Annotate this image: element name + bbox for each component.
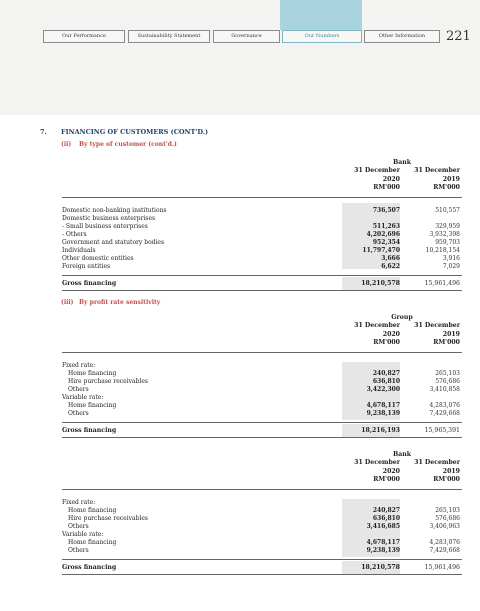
value-2019: 3,406,963: [429, 523, 460, 530]
value-2020: 240,827: [372, 370, 400, 377]
value-2019: 265,103: [435, 507, 460, 514]
row-label: Variable rate:: [62, 394, 104, 401]
column-header-2020: [342, 459, 400, 485]
row-label: - Small business enterprises: [62, 223, 148, 230]
column-header-2019: [402, 459, 460, 485]
total-2020: 18,216,193: [342, 424, 400, 437]
group-label: Group: [391, 314, 413, 321]
table-row: [62, 231, 462, 239]
table-row: [62, 378, 462, 386]
row-label: Fixed rate:: [62, 499, 96, 506]
total-2019: 15,965,391: [424, 427, 460, 434]
column-header-date: 31 December: [354, 322, 400, 329]
table-row: [62, 499, 462, 507]
table-row: [62, 515, 462, 523]
total-row: [62, 561, 462, 574]
header-rule: [62, 489, 462, 490]
row-label: Foreign entities: [62, 263, 111, 270]
total-label: Gross financing: [62, 280, 117, 287]
row-label: Fixed rate:: [62, 362, 96, 369]
value-2019: 510,557: [435, 207, 460, 214]
value-2020: 511,263: [372, 223, 400, 230]
row-label: Hire purchase receivables: [68, 378, 148, 385]
value-2019: 329,959: [435, 223, 460, 230]
subsection-number: (ii): [61, 141, 72, 148]
value-2019: 959,703: [435, 239, 460, 246]
table-row: [62, 547, 462, 555]
value-2019: 576,686: [435, 515, 460, 522]
value-2020: 3,422,300: [366, 386, 400, 393]
column-header-date: 31 December: [414, 322, 460, 329]
column-header-year: 2019: [442, 330, 460, 338]
value-2019: 4,283,076: [429, 402, 460, 409]
column-header-2019: [402, 322, 460, 348]
table-header: [62, 314, 462, 362]
subsection-heading-profit-rate-sensitivity: [61, 299, 160, 306]
row-label: Others: [68, 523, 89, 530]
row-label: Others: [68, 547, 89, 554]
column-header-year: 2020: [382, 467, 400, 475]
column-header-date: 31 December: [354, 167, 400, 174]
value-2019: 7,429,668: [429, 410, 460, 417]
table-header: [62, 159, 462, 207]
row-label: Domestic non-banking institutions: [62, 207, 167, 214]
total-2020: 18,210,578: [342, 561, 400, 574]
total-rule-top: [62, 275, 462, 276]
tab-sustainability-statement[interactable]: Sustainability Statement: [128, 30, 210, 43]
value-2020: 952,354: [372, 239, 400, 246]
total-rule-bottom: [62, 290, 462, 291]
row-label: Others: [68, 410, 89, 417]
value-2019: 7,429,668: [429, 547, 460, 554]
total-rule-bottom: [62, 437, 462, 438]
total-row: [62, 277, 462, 290]
table-profit-rate-bank: [62, 451, 462, 576]
column-header-2020: [342, 322, 400, 348]
tab-our-numbers[interactable]: Our Numbers: [282, 30, 362, 43]
top-navigation: [0, 0, 480, 52]
table-row: [62, 215, 462, 223]
column-header-unit: RM'000: [373, 339, 400, 346]
column-header-2020: [342, 167, 400, 193]
table-profit-rate-group: [62, 314, 462, 439]
value-2019: 4,283,076: [429, 539, 460, 546]
table-row: [62, 247, 462, 255]
row-label: Home financing: [68, 539, 117, 546]
subsection-title: By profit rate sensitivity: [79, 299, 161, 306]
total-row: [62, 424, 462, 437]
table-row: [62, 255, 462, 263]
table-row: [62, 386, 462, 394]
total-2019: 15,961,496: [424, 564, 460, 571]
column-header-year: 2019: [442, 175, 460, 183]
table-row: [62, 362, 462, 370]
row-label: Hire purchase receivables: [68, 515, 148, 522]
total-rule-top: [62, 559, 462, 560]
table-row: [62, 410, 462, 418]
table-row: [62, 239, 462, 247]
column-header-year: 2020: [382, 330, 400, 338]
column-header-unit: RM'000: [433, 339, 460, 346]
column-header-unit: RM'000: [373, 476, 400, 483]
column-header-unit: RM'000: [433, 184, 460, 191]
value-2020: 736,507: [372, 207, 400, 214]
total-2019: 15,961,496: [424, 280, 460, 287]
page-number: 221: [446, 29, 471, 44]
column-header-year: 2019: [442, 467, 460, 475]
table-row: [62, 402, 462, 410]
row-label: Home financing: [68, 370, 117, 377]
table-row: [62, 263, 462, 271]
table-type-of-customer-bank: [62, 159, 462, 292]
value-2020: 636,810: [372, 378, 400, 385]
table-row: [62, 539, 462, 547]
value-2019: 7,029: [442, 263, 460, 270]
row-label: Home financing: [68, 507, 117, 514]
value-2020: 11,797,470: [362, 247, 400, 254]
value-2019: 265,103: [435, 370, 460, 377]
table-row: [62, 531, 462, 539]
table-row: [62, 207, 462, 215]
table-header: [62, 451, 462, 499]
row-label: Variable rate:: [62, 531, 104, 538]
table-row: [62, 523, 462, 531]
header-rule: [62, 197, 462, 198]
column-header-unit: RM'000: [433, 476, 460, 483]
column-header-date: 31 December: [354, 459, 400, 466]
value-2019: 576,686: [435, 378, 460, 385]
total-label: Gross financing: [62, 427, 117, 434]
active-tab-highlight: [280, 0, 362, 30]
row-label: Others: [68, 386, 89, 393]
row-label: Other domestic entities: [62, 255, 134, 262]
value-2020: 240,827: [372, 507, 400, 514]
value-2020: 636,810: [372, 515, 400, 522]
table-row: [62, 370, 462, 378]
total-rule-top: [62, 422, 462, 423]
column-header-date: 31 December: [414, 167, 460, 174]
header-rule: [62, 352, 462, 353]
value-2020: 3,416,685: [366, 523, 400, 530]
column-header-date: 31 December: [414, 459, 460, 466]
table-row: [62, 223, 462, 231]
section-title: FINANCING OF CUSTOMERS (CONT'D.): [61, 128, 209, 136]
total-label: Gross financing: [62, 564, 117, 571]
subsection-title: By type of customer (cont'd.): [79, 141, 177, 148]
value-2020: 3,666: [381, 255, 400, 262]
tab-our-performance[interactable]: Our Performance: [43, 30, 125, 43]
row-label: Home financing: [68, 402, 117, 409]
column-header-unit: RM'000: [373, 184, 400, 191]
column-header-2019: [402, 167, 460, 193]
section-number: 7.: [40, 128, 47, 136]
value-2019: 3,932,398: [429, 231, 460, 238]
group-label: Bank: [392, 451, 412, 458]
row-label: - Others: [62, 231, 87, 238]
tab-other-information[interactable]: Other Information: [364, 30, 440, 43]
column-header-year: 2020: [382, 175, 400, 183]
subsection-number: (iii): [61, 299, 74, 306]
value-2019: 10,218,154: [425, 247, 460, 254]
section-heading: [40, 128, 208, 136]
table-row: [62, 507, 462, 515]
row-label: Individuals: [62, 247, 96, 254]
value-2020: 4,678,117: [366, 402, 400, 409]
value-2019: 3,410,858: [429, 386, 460, 393]
table-row: [62, 394, 462, 402]
row-label: Government and statutory bodies: [62, 239, 165, 246]
value-2019: 3,916: [442, 255, 460, 262]
tab-governance[interactable]: Governance: [213, 30, 280, 43]
total-rule-bottom: [62, 574, 462, 575]
value-2020: 6,622: [381, 263, 400, 270]
value-2020: 9,238,139: [366, 410, 400, 417]
group-label: Bank: [392, 159, 412, 166]
subsection-heading-type-of-customer: [61, 141, 177, 148]
value-2020: 4,202,696: [366, 231, 400, 238]
value-2020: 4,678,117: [366, 539, 400, 546]
row-label: Domestic business enterprises: [62, 215, 156, 222]
value-2020: 9,238,139: [366, 547, 400, 554]
total-2020: 18,210,578: [342, 277, 400, 290]
